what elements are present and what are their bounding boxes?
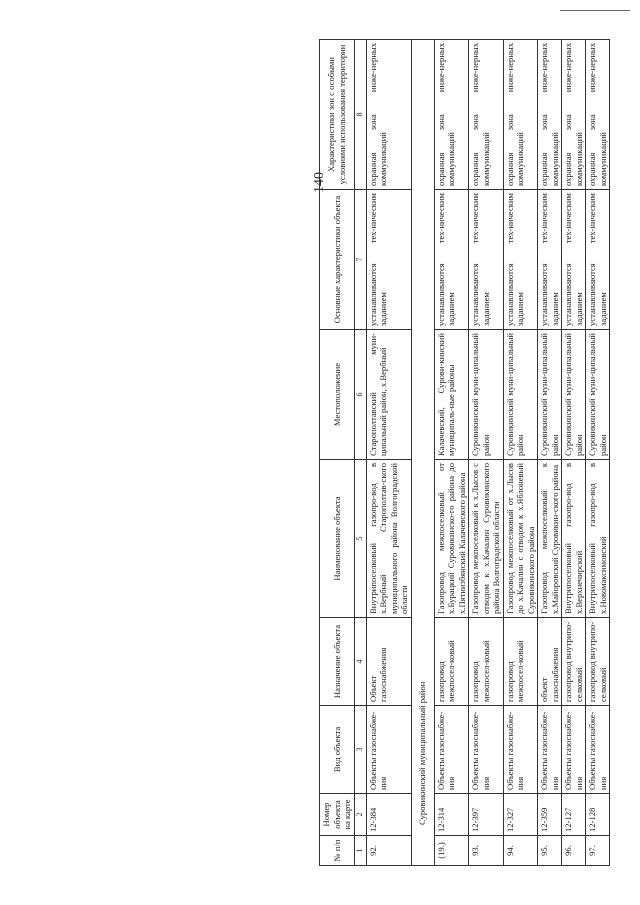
object-purpose: объект газоснабжения — [538, 618, 562, 706]
zone-characteristics: охранная зона инже-нерных коммуникаций — [538, 40, 562, 190]
column-number: 1 — [354, 836, 366, 866]
column-number: 8 — [354, 40, 366, 190]
object-location: Старополтавский муни-ципальный район, х.Вербный — [366, 330, 411, 460]
object-name: Внутрипоселковый газопро-вод в х.Верхнечирский — [562, 460, 586, 618]
row-number: 92. — [366, 836, 411, 866]
column-number: 7 — [354, 190, 366, 330]
object-code: 12-128 — [586, 794, 610, 836]
object-purpose: Объект газоснабжения — [366, 618, 411, 706]
table-row — [366, 40, 411, 866]
column-number: 6 — [354, 330, 366, 460]
object-purpose: газопровод внутрипо-селковый — [586, 618, 610, 706]
zone-characteristics: охранная зона инже-нерных коммуникаций — [586, 40, 610, 190]
row-number: 93. — [469, 836, 504, 866]
table-row — [434, 40, 469, 866]
object-location: Суровикинский муни-ципальный район — [586, 330, 610, 460]
row-number: 95. — [538, 836, 562, 866]
row-number: (19.) — [434, 836, 469, 866]
object-name: Внутрипоселковый газопро-вод в х.Новомаксимовский — [586, 460, 610, 618]
row-number: 96. — [562, 836, 586, 866]
object-characteristics: устанавливаются тех-ническим заданием — [434, 190, 469, 330]
object-location: Суровикинский муни-ципальный район — [538, 330, 562, 460]
object-purpose: газопровод межпосел-ковый — [434, 618, 469, 706]
column-number-row — [354, 40, 366, 866]
zone-characteristics: охранная зона инже-нерных коммуникаций — [366, 40, 411, 190]
object-code: 12-397 — [469, 794, 504, 836]
object-code: 12-384 — [366, 794, 411, 836]
objects-table — [319, 39, 610, 866]
object-kind: Объекты газоснабже-ния — [538, 706, 562, 794]
object-location: Суровикинский муни-ципальный район — [503, 330, 538, 460]
zone-characteristics: охранная зона инже-нерных коммуникаций — [503, 40, 538, 190]
object-kind: Объекты газоснабже-ния — [469, 706, 504, 794]
header-cell: Номер объекта на карте — [320, 794, 355, 836]
column-number: 4 — [354, 618, 366, 706]
object-characteristics: устанавливаются тех-ническим заданием — [469, 190, 504, 330]
object-kind: Объекты газоснабже-ния — [562, 706, 586, 794]
header-cell: Основные характеристики объекта — [320, 190, 355, 330]
object-code: 12-127 — [562, 794, 586, 836]
header-cell: Характеристики зон с особыми условиями использования территории — [320, 40, 355, 190]
table-row — [538, 40, 562, 866]
object-characteristics: устанавливаются тех-ническим заданием — [538, 190, 562, 330]
object-characteristics: устанавливаются тех-ническим заданием — [586, 190, 610, 330]
row-number: 97. — [586, 836, 610, 866]
object-characteristics: устанавливаются тех-ническим заданием — [503, 190, 538, 330]
object-kind: Объекты газоснабже-ния — [366, 706, 411, 794]
header-cell: № п/п — [320, 836, 355, 866]
object-purpose: газопровод межпосел-ковый — [469, 618, 504, 706]
object-code: 12-314 — [434, 794, 469, 836]
column-number: 5 — [354, 460, 366, 618]
object-name: Газопровод межпоселковый к х.Майоровский Суровикин-ского района — [538, 460, 562, 618]
object-kind: Объекты газоснабже-ния — [434, 706, 469, 794]
object-name: Газопровод межпоселковый от х.Бурацкий Суровикинско-го района до х.Пятиизбянский Калачевского района — [434, 460, 469, 618]
object-code: 12-359 — [538, 794, 562, 836]
table-row — [469, 40, 504, 866]
object-characteristics: устанавливаются тех-ническим заданием — [366, 190, 411, 330]
page-number: 140 — [312, 172, 327, 193]
column-number: 3 — [354, 706, 366, 794]
object-name: Газопровод межпоселковый от х.Лысов до х.Качалин с отводом к х.Яблоневый Суровикинского района — [503, 460, 538, 618]
object-location: Суровикинский муни-ципальный район — [562, 330, 586, 460]
zone-characteristics: охранная зона инже-нерных коммуникаций — [562, 40, 586, 190]
object-code: 12-327 — [503, 794, 538, 836]
zone-characteristics: охранная зона инже-нерных коммуникаций — [469, 40, 504, 190]
header-cell: Назначение объекта — [320, 618, 355, 706]
object-kind: Объекты газоснабже-ния — [586, 706, 610, 794]
zone-characteristics: охранная зона инже-нерных коммуникаций — [434, 40, 469, 190]
table-row — [562, 40, 586, 866]
object-kind: Объекты газоснабже-ния — [503, 706, 538, 794]
object-name: Внутрипоселковый газопро-вод в х.Вербный Старополтав-ского муниципального района Волгоградской области — [366, 460, 411, 618]
section-row — [411, 40, 434, 866]
object-purpose: газопровод межпосел-ковый — [503, 618, 538, 706]
column-number: 2 — [354, 794, 366, 836]
header-cell: Вид объекта — [320, 706, 355, 794]
section-title: Суровикинский муниципальный район — [411, 40, 434, 866]
header-cell: Местоположение — [320, 330, 355, 460]
object-characteristics: устанавливаются тех-ническим заданием — [562, 190, 586, 330]
object-purpose: газопровод внутрипо-селковый — [562, 618, 586, 706]
object-location: Калачевский, Сурови-кинский муниципаль-ные районы — [434, 330, 469, 460]
rotated-table-wrapper — [319, 40, 610, 866]
top-rule — [560, 10, 630, 11]
header-row — [320, 40, 355, 866]
table-row — [503, 40, 538, 866]
object-name: Газопровод межпоселковый к х.Лысов с отводом к х.Качалин Суровикинского района Волгоградской области — [469, 460, 504, 618]
header-cell: Наименование объекта — [320, 460, 355, 618]
row-number: 94. — [503, 836, 538, 866]
object-location: Суровикинский муни-ципальный район — [469, 330, 504, 460]
table-row — [586, 40, 610, 866]
